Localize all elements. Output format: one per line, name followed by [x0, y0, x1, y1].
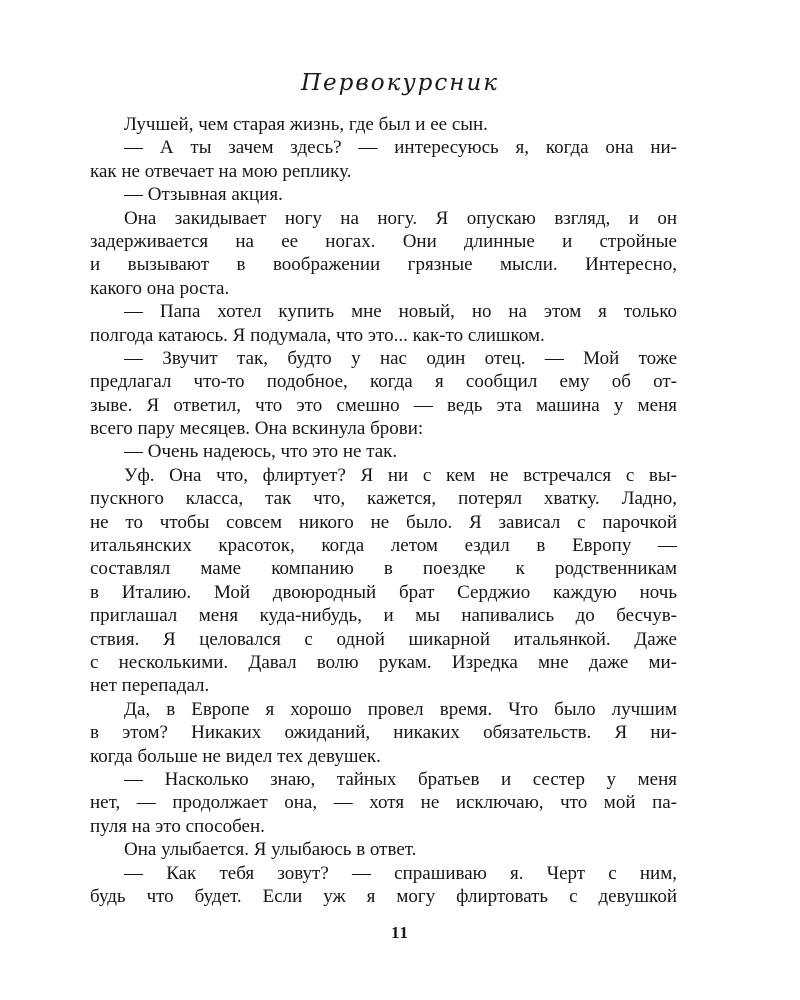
text-line: итальянских красоток, когда летом ездил в Европу — [90, 535, 677, 557]
text-line: в Италию. Мой двоюродный брат Серджио каждую ночь [90, 581, 677, 603]
paragraph [90, 347, 677, 441]
paragraph [90, 300, 677, 347]
paragraph [124, 440, 677, 463]
page-number: 11 [390, 923, 410, 942]
text-line: и вызывают в воображении грязные мысли. Интересно, [90, 254, 677, 276]
paragraph [90, 464, 677, 698]
running-head: Первокурсник [300, 70, 499, 96]
text-line: Она улыбается. Я улыбаюсь в ответ. [124, 839, 417, 861]
text-line: предлагал что-то подобное, когда я сообщил ему об от- [90, 371, 677, 393]
text-line: — Папа хотел купить мне новый, но на этом я только [124, 301, 677, 323]
paragraph [124, 113, 677, 136]
text-line: Уф. Она что, флиртует? Я ни с кем не встречался с вы- [124, 464, 677, 486]
body-text [90, 113, 677, 908]
text-line: — Насколько знаю, тайных братьев и сестер у меня [124, 768, 677, 790]
paragraph [90, 698, 677, 768]
text-line: задерживается на ее ногах. Они длинные и стройные [90, 230, 677, 252]
text-line: нет перепадал. [90, 675, 210, 697]
text-line: зыве. Я ответил, что это смешно — ведь эта машина у меня [90, 394, 677, 416]
text-line: Лучшей, чем старая жизнь, где был и ее сын. [124, 114, 488, 135]
text-line: полгода катаюсь. Я подумала, что это... как-то слишком. [90, 324, 545, 346]
text-line: — Как тебя зовут? — спрашиваю я. Черт с ним, [124, 862, 677, 884]
text-line: в этом? Никаких ожиданий, никаких обязательств. Я ни- [90, 722, 677, 744]
text-line: будь что будет. Если уж я могу флиртовать с девушкой [90, 885, 677, 907]
text-line: — Очень надеюсь, что это не так. [124, 441, 398, 463]
text-line: приглашал меня куда-нибудь, и мы напивались до бесчув- [90, 605, 677, 627]
text-line: не то чтобы совсем никого не было. Я зависал с парочкой [90, 511, 677, 533]
paragraph [90, 207, 677, 301]
text-line: пускного класса, так что, кажется, потерял хватку. Ладно, [90, 488, 677, 510]
text-line: — Звучит так, будто у нас один отец. — Мой тоже [124, 347, 677, 369]
text-line: Она закидывает ногу на ногу. Я опускаю взгляд, и он [124, 207, 677, 229]
paragraph [124, 838, 677, 861]
paragraph [124, 183, 677, 206]
text-line: с несколькими. Давал волю рукам. Изредка мне даже ми- [90, 651, 677, 673]
text-line: когда больше не видел тех девушек. [90, 745, 381, 767]
text-line: как не отвечает на мою реплику. [90, 160, 352, 182]
text-line: какого она роста. [90, 277, 230, 299]
text-line: составлял маме компанию в поездке к родственникам [90, 558, 677, 580]
paragraph [90, 768, 677, 838]
text-line: — А ты зачем здесь? — интересуюсь я, когда она ни- [124, 137, 677, 159]
text-line: всего пару месяцев. Она вскинула брови: [90, 418, 424, 440]
paragraph [90, 136, 677, 183]
text-line: нет, — продолжает она, — хотя не исключаю, что мой па- [90, 792, 677, 814]
text-line: — Отзывная акция. [124, 184, 283, 206]
text-line: ствия. Я целовался с одной шикарной итальянкой. Даже [90, 628, 677, 650]
text-line: Да, в Европе я хорошо провел время. Что было лучшим [124, 698, 677, 720]
text-line: пуля на это способен. [90, 815, 265, 837]
paragraph [90, 862, 677, 909]
